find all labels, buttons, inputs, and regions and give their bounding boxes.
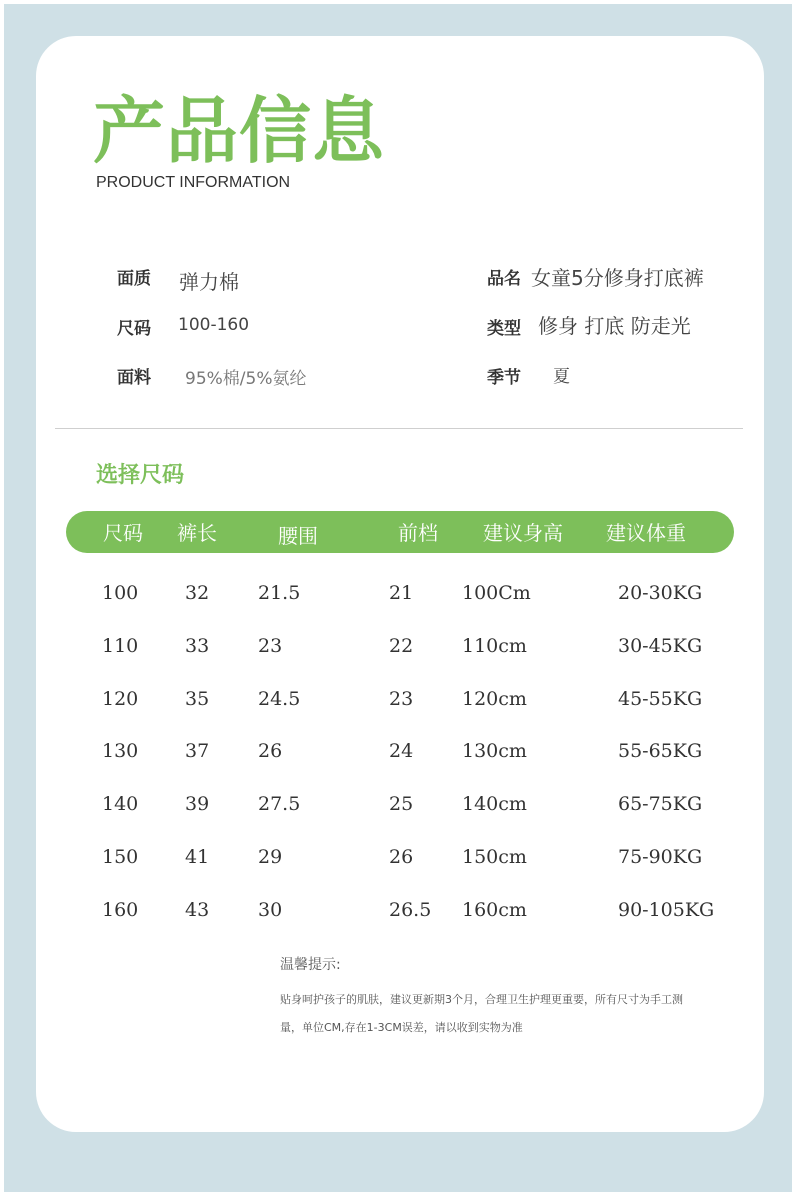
table-cell: 23 <box>258 634 283 657</box>
type-value: 修身 打底 防走光 <box>538 314 691 338</box>
table-cell: 21.5 <box>258 582 301 604</box>
material-label: 面料 <box>117 368 151 388</box>
table-cell: 33 <box>185 634 210 657</box>
column-header-size: 尺码 <box>103 521 143 545</box>
table-cell: 130 <box>102 740 139 763</box>
column-header-front-rise: 前档 <box>398 521 438 545</box>
table-row <box>0 635 800 665</box>
table-cell: 130cm <box>462 740 527 763</box>
column-header-length: 裤长 <box>177 521 217 545</box>
material-value: 95%棉/5%氨纶 <box>185 369 307 389</box>
table-row <box>0 846 800 876</box>
table-row <box>0 793 800 823</box>
table-cell: 26.5 <box>389 898 432 921</box>
season-value: 夏 <box>553 367 570 387</box>
table-cell: 75-90KG <box>618 846 703 868</box>
table-cell: 32 <box>185 582 210 604</box>
tips-line-1: 贴身呵护孩子的肌肤，建议更新期3个月，合理卫生护理更重要，所有尺寸为手工测 <box>280 993 683 1006</box>
table-row <box>0 740 800 770</box>
fabric-quality-value: 弹力棉 <box>179 270 239 294</box>
table-cell: 65-75KG <box>618 793 703 816</box>
table-cell: 24.5 <box>258 687 301 710</box>
table-cell: 150 <box>102 846 139 868</box>
type-label: 类型 <box>487 319 521 339</box>
table-cell: 39 <box>185 793 210 816</box>
page-title: 产品信息 <box>93 89 386 173</box>
size-range-value: 100-160 <box>178 315 250 335</box>
table-cell: 140cm <box>462 793 527 816</box>
table-cell: 30 <box>258 898 283 921</box>
table-cell: 27.5 <box>258 793 301 816</box>
table-cell: 20-30KG <box>618 582 703 604</box>
table-cell: 100 <box>102 582 139 604</box>
size-range-label: 尺码 <box>117 319 151 339</box>
table-cell: 90-105KG <box>618 898 715 921</box>
table-cell: 100Cm <box>462 582 531 604</box>
table-cell: 22 <box>389 634 414 657</box>
table-cell: 110cm <box>462 634 527 657</box>
product-name-value: 女童5分修身打底裤 <box>531 266 704 290</box>
table-cell: 160cm <box>462 898 527 921</box>
table-cell: 160 <box>102 898 139 921</box>
table-cell: 43 <box>185 898 210 921</box>
table-cell: 120 <box>102 687 139 710</box>
table-cell: 26 <box>258 740 283 763</box>
table-cell: 26 <box>389 846 414 868</box>
divider <box>55 428 743 429</box>
table-cell: 35 <box>185 687 210 710</box>
product-name-label: 品名 <box>487 269 521 289</box>
table-cell: 45-55KG <box>618 687 703 710</box>
table-cell: 55-65KG <box>618 740 703 763</box>
table-cell: 41 <box>185 846 210 868</box>
table-cell: 23 <box>389 687 414 710</box>
table-row <box>0 899 800 929</box>
tips-line-2: 量，单位CM,存在1-3CM误差，请以收到实物为准 <box>280 1021 523 1034</box>
table-cell: 30-45KG <box>618 634 703 657</box>
tips-title: 温馨提示: <box>280 957 341 973</box>
table-cell: 110 <box>102 634 139 657</box>
table-cell: 24 <box>389 740 414 763</box>
table-cell: 37 <box>185 740 210 763</box>
table-cell: 140 <box>102 793 139 816</box>
table-row <box>0 688 800 718</box>
table-cell: 29 <box>258 846 283 868</box>
table-cell: 120cm <box>462 687 527 710</box>
table-cell: 25 <box>389 793 414 816</box>
table-cell: 150cm <box>462 846 527 868</box>
page-subtitle: PRODUCT INFORMATION <box>96 174 291 191</box>
column-header-waist: 腰围 <box>278 524 318 548</box>
size-section-title: 选择尺码 <box>96 463 185 488</box>
season-label: 季节 <box>487 368 521 388</box>
column-header-weight: 建议体重 <box>606 521 686 545</box>
column-header-height: 建议身高 <box>483 521 563 545</box>
table-row <box>0 582 800 612</box>
fabric-quality-label: 面质 <box>117 269 151 289</box>
table-cell: 21 <box>389 582 414 604</box>
